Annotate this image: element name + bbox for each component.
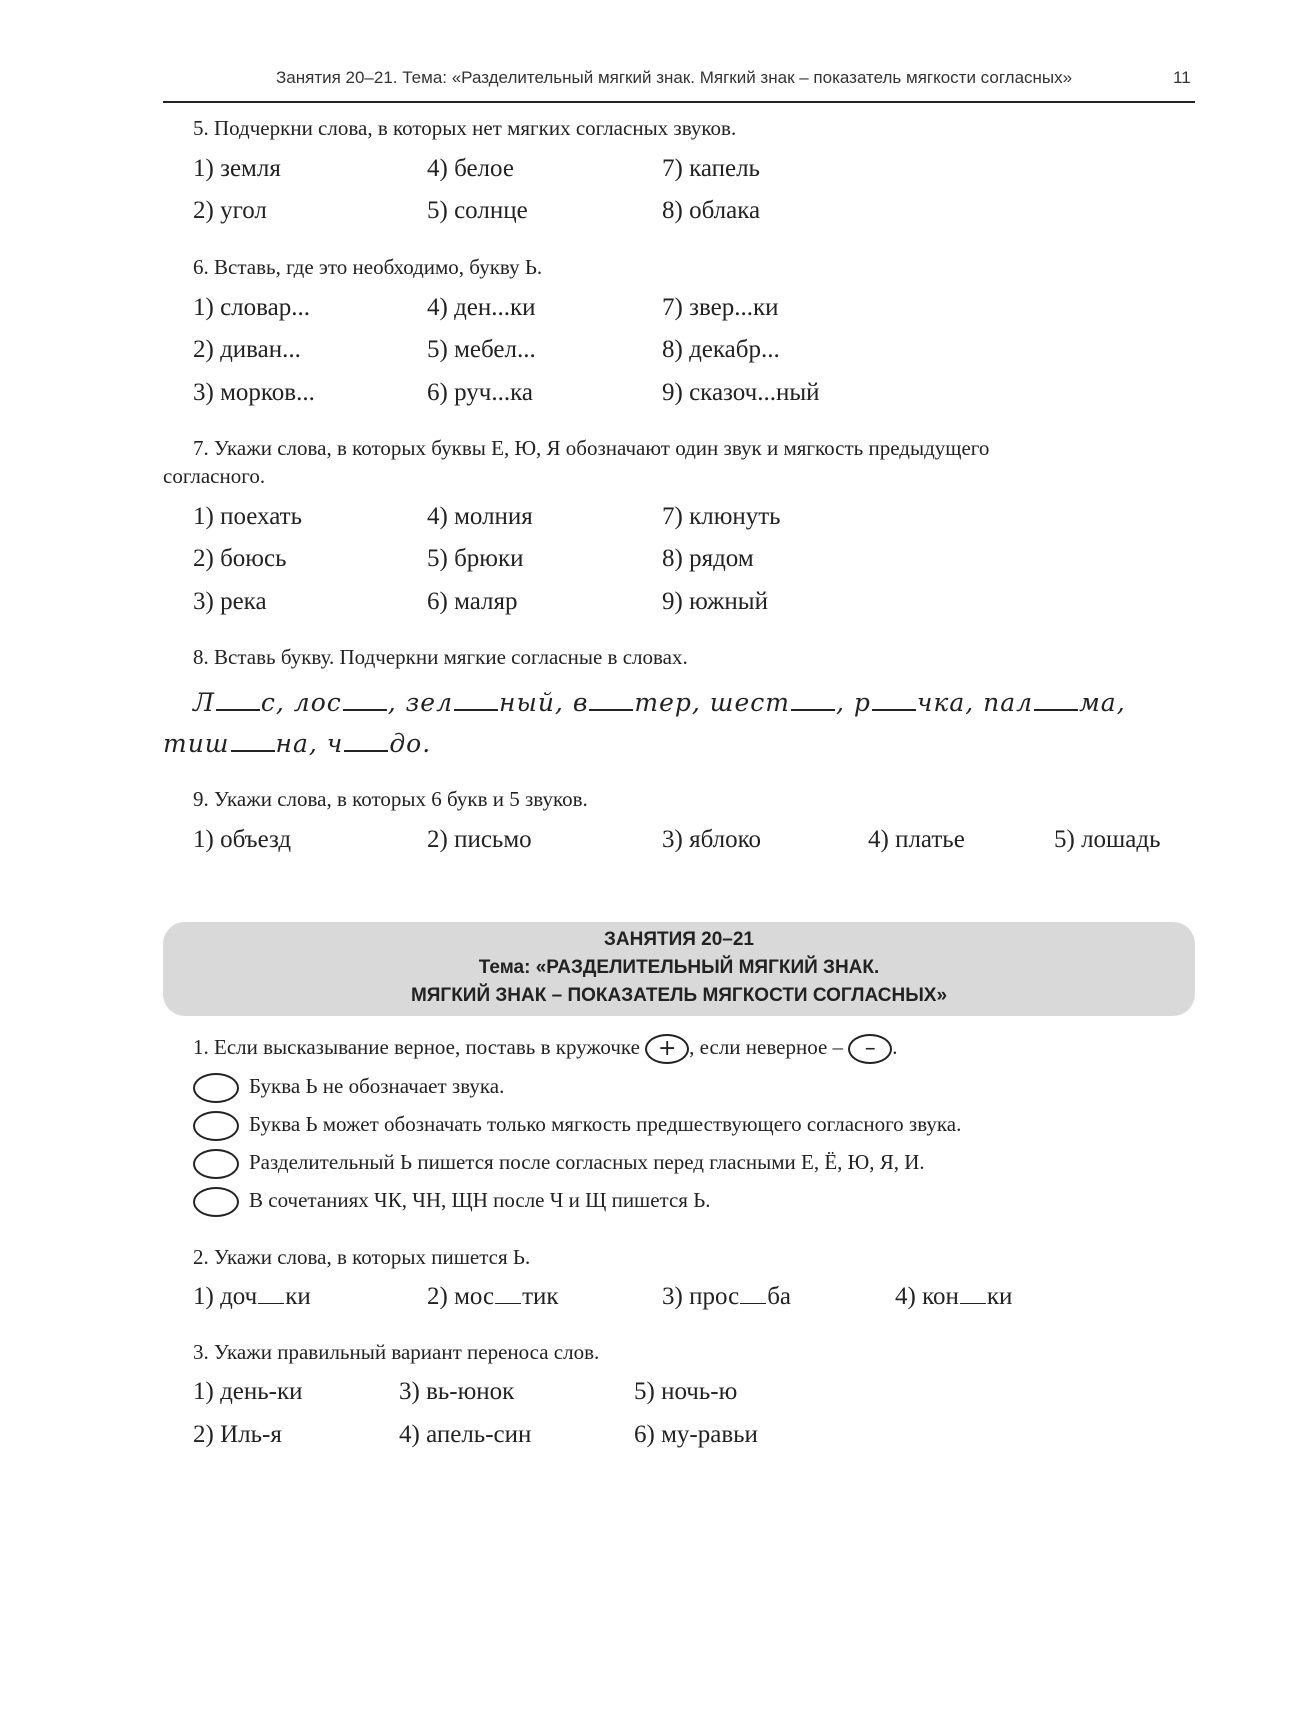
word-part: 1) доч (193, 1283, 258, 1310)
q6-option[interactable]: 1) словар... (193, 294, 310, 321)
t1-statement: Разделительный Ь пишется после согласных перед гласными Е, Ё, Ю, Я, И. (249, 1150, 925, 1174)
plus-circle-icon: + (645, 1034, 689, 1064)
t3-option[interactable]: 4) апель-син (399, 1421, 532, 1448)
letter-blank[interactable] (216, 708, 260, 711)
hw-word: тер, шест (634, 688, 790, 717)
word-part: 3) прос (662, 1283, 740, 1310)
q5-option[interactable]: 8) облака (662, 197, 761, 224)
answer-circle[interactable] (193, 1073, 239, 1103)
t1-statement: Буква Ь может обозначать только мягкость предшествующего согласного звука. (249, 1112, 962, 1136)
q7-option[interactable]: 7) клюнуть (662, 503, 781, 530)
header-rule (163, 101, 1195, 103)
letter-blank[interactable] (1034, 708, 1078, 711)
q5-option[interactable]: 4) белое (427, 155, 514, 182)
letter-blank[interactable] (344, 749, 388, 752)
q7-prompt (193, 436, 989, 461)
letter-blank[interactable] (454, 708, 498, 711)
t2-option[interactable] (427, 1283, 559, 1311)
answer-circle[interactable] (193, 1149, 239, 1179)
q5-option[interactable]: 5) солнце (427, 197, 528, 224)
q6-option[interactable]: 7) звер...ки (662, 294, 779, 321)
q7-option[interactable]: 1) поехать (193, 503, 302, 530)
q9-prompt: 9. Укажи слова, в которых 6 букв и 5 звуков. (193, 787, 588, 811)
letter-blank[interactable] (495, 1302, 521, 1304)
word-part: ки (285, 1283, 311, 1310)
q9-option[interactable]: 4) платье (868, 826, 965, 853)
word-part: ки (986, 1283, 1013, 1310)
running-title: Занятия 20–21. Тема: «Разделительный мягкий знак. Мягкий знак – показатель мягкости согласных» (276, 68, 1073, 87)
q5-prompt: 5. Подчеркни слова, в которых нет мягких согласных звуков. (193, 116, 737, 140)
q5-option[interactable]: 2) угол (193, 197, 267, 224)
hw-word: до. (389, 729, 432, 758)
q5-option[interactable]: 1) земля (193, 155, 281, 182)
hw-word: на, ч (275, 729, 344, 758)
word-part: тик (522, 1283, 559, 1310)
t3-option[interactable]: 1) день-ки (193, 1378, 303, 1405)
t3-option[interactable]: 6) му-равьи (634, 1421, 758, 1448)
t2-prompt: 2. Укажи слова, в которых пишется Ь. (193, 1245, 531, 1269)
q9-option[interactable]: 2) письмо (427, 826, 532, 853)
hw-word: ный, в (499, 688, 589, 717)
letter-blank[interactable] (872, 708, 916, 711)
q9-option[interactable]: 3) яблоко (662, 826, 762, 853)
q6-option[interactable]: 2) диван... (193, 336, 301, 363)
q7-option[interactable]: 6) маляр (427, 588, 518, 615)
letter-blank[interactable] (740, 1302, 766, 1304)
hw-word: , зел (387, 688, 453, 717)
word-part: ба (767, 1283, 792, 1310)
t1-prompt (193, 1034, 898, 1064)
q7-option[interactable]: 2) боюсь (193, 545, 287, 572)
t3-option[interactable]: 2) Иль-я (193, 1421, 282, 1448)
lesson-banner (163, 922, 1195, 1016)
page-number: 11 (1173, 68, 1191, 87)
letter-blank[interactable] (589, 708, 633, 711)
t2-option[interactable] (193, 1283, 311, 1311)
t1-statement: В сочетаниях ЧК, ЧН, ЩН после Ч и Щ пишется Ь. (249, 1188, 711, 1212)
answer-circle[interactable] (193, 1111, 239, 1141)
hw-word: ма, (1079, 688, 1126, 717)
q6-option[interactable]: 4) ден...ки (427, 294, 536, 321)
q7-option[interactable]: 5) брюки (427, 545, 524, 572)
q8-handwriting-line2 (163, 729, 431, 758)
q7-prompt-cont: согласного. (163, 464, 266, 488)
q7-prompt-line1: 7. Укажи слова, в которых буквы Е, Ю, Я обозначают один звук и мягкость предыдущего (193, 436, 990, 460)
q9-option[interactable]: 5) лошадь (1054, 826, 1161, 853)
q7-option[interactable]: 4) молния (427, 503, 533, 530)
banner-line3: МЯГКИЙ ЗНАК – ПОКАЗАТЕЛЬ МЯГКОСТИ СОГЛАСНЫХ» (410, 985, 948, 1006)
q6-option[interactable]: 6) руч...ка (427, 379, 533, 406)
q6-option[interactable]: 5) мебел... (427, 336, 536, 363)
q8-handwriting-line1 (193, 688, 1126, 717)
t1-statement: Буква Ь не обозначает звука. (249, 1074, 505, 1098)
word-part: 2) мос (427, 1283, 495, 1310)
t3-option[interactable]: 5) ночь-ю (634, 1378, 738, 1405)
letter-blank[interactable] (791, 708, 835, 711)
hw-word: тиш (163, 729, 230, 758)
hw-word: , р (835, 688, 871, 717)
letter-blank[interactable] (960, 1302, 986, 1304)
letter-blank[interactable] (231, 749, 275, 752)
banner-line1: ЗАНЯТИЯ 20–21 (603, 929, 755, 950)
q7-option[interactable]: 3) река (193, 588, 267, 615)
q8-prompt: 8. Вставь букву. Подчеркни мягкие согласные в словах. (193, 645, 688, 669)
t2-option[interactable] (662, 1283, 791, 1311)
t2-option[interactable] (895, 1283, 1012, 1311)
hw-word: Л (193, 688, 215, 717)
banner-line2: Тема: «РАЗДЕЛИТЕЛЬНЫЙ МЯГКИЙ ЗНАК. (478, 957, 880, 978)
q6-option[interactable]: 9) сказоч...ный (662, 379, 820, 406)
q6-prompt: 6. Вставь, где это необходимо, букву Ь. (193, 255, 543, 279)
q7-option[interactable]: 9) южный (662, 588, 768, 615)
word-part: 4) кон (895, 1283, 959, 1310)
q7-option[interactable]: 8) рядом (662, 545, 754, 572)
minus-circle-icon: – (848, 1034, 892, 1064)
hw-word: с, лос (260, 688, 342, 717)
q5-option[interactable]: 7) капель (662, 155, 760, 182)
t3-option[interactable]: 3) вь-юнок (399, 1378, 515, 1405)
t1-prompt-a: 1. Если высказывание верное, поставь в кружочке (193, 1034, 640, 1059)
letter-blank[interactable] (343, 708, 387, 711)
t1-prompt-c: . (892, 1034, 898, 1059)
q6-option[interactable]: 3) морков... (193, 379, 315, 406)
t1-prompt-b: , если неверное – (689, 1034, 844, 1059)
letter-blank[interactable] (258, 1302, 284, 1304)
q6-option[interactable]: 8) декабр... (662, 336, 780, 363)
hw-word: чка, пал (916, 688, 1034, 717)
q9-option[interactable]: 1) объезд (193, 826, 292, 853)
answer-circle[interactable] (193, 1187, 239, 1217)
t3-prompt: 3. Укажи правильный вариант переноса слов. (193, 1340, 600, 1364)
